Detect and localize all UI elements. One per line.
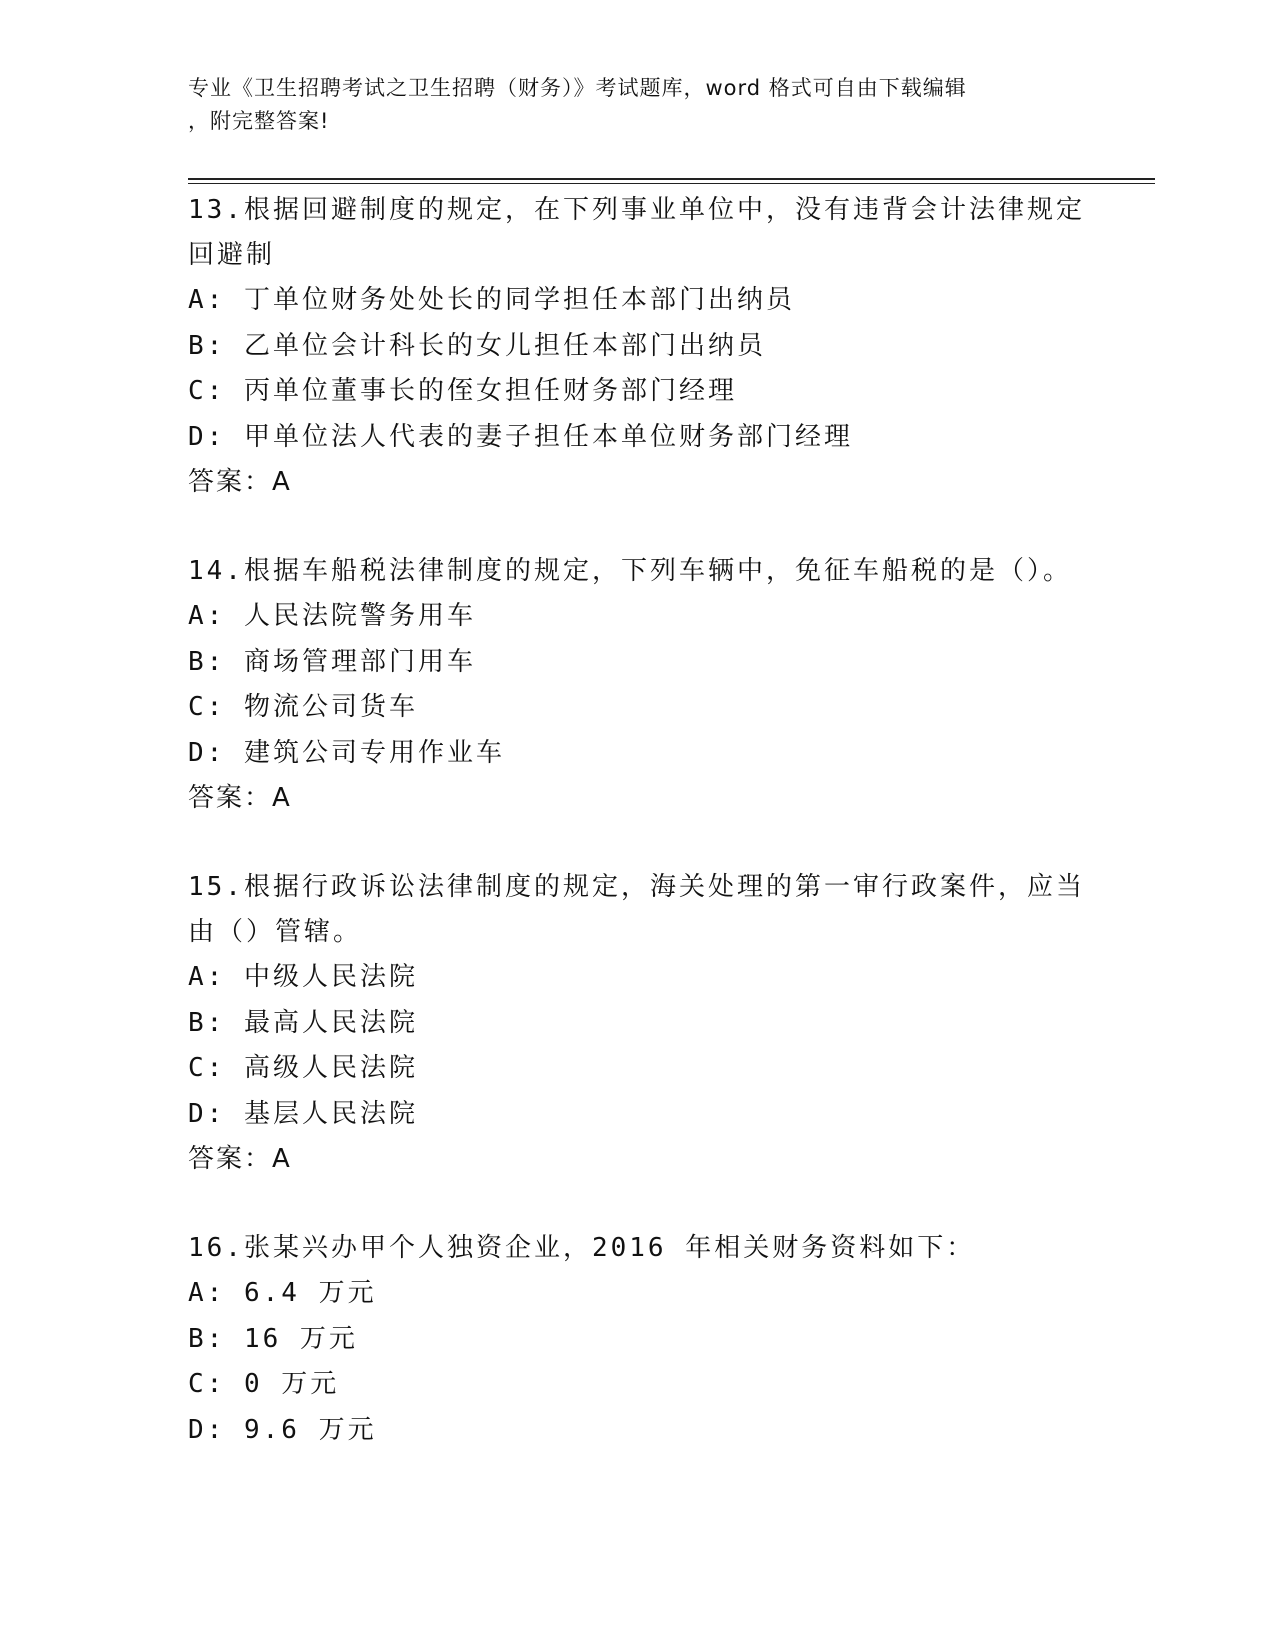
option-b: B: 乙单位会计科长的女儿担任本部门出纳员	[188, 330, 766, 361]
document-header	[188, 72, 1088, 138]
question-stem: 13.根据回避制度的规定，在下列事业单位中，没有违背会计法律规定	[188, 195, 1085, 225]
question-16	[188, 1226, 1088, 1453]
header-divider-thick	[188, 178, 1155, 180]
question-stem: 14.根据车船税法律制度的规定，下列车辆中，免征车船税的是（）。	[188, 556, 1072, 586]
option-d: D: 甲单位法人代表的妻子担任本单位财务部门经理	[188, 421, 853, 452]
option-c: C: 物流公司货车	[188, 692, 418, 722]
option-b: B: 16 万元	[188, 1323, 358, 1354]
option-a: A: 丁单位财务处处长的同学担任本部门出纳员	[188, 285, 795, 315]
question-stem: 16.张某兴办甲个人独资企业，2016 年相关财务资料如下：	[188, 1233, 976, 1263]
question-stem: 由（）管辖。	[188, 917, 363, 947]
option-a: A: 6.4 万元	[188, 1278, 377, 1308]
option-c: C: 0 万元	[188, 1369, 340, 1399]
question-15	[188, 865, 1088, 1182]
option-b: B: 最高人民法院	[188, 1007, 418, 1038]
option-d: D: 基层人民法院	[188, 1098, 418, 1129]
header-line-2: ，附完整答案!	[188, 109, 330, 133]
question-list	[188, 188, 1088, 1453]
option-b: B: 商场管理部门用车	[188, 646, 476, 677]
answer-label: 答案：A	[188, 783, 292, 813]
option-a: A: 人民法院警务用车	[188, 601, 476, 631]
header-line-1: 专业《卫生招聘考试之卫生招聘（财务）》考试题库，word 格式可自由下载编辑	[188, 76, 967, 100]
answer-label: 答案：A	[188, 1144, 292, 1174]
header-divider-thin	[188, 183, 1155, 184]
question-stem: 回避制	[188, 240, 276, 270]
question-stem: 15.根据行政诉讼法律制度的规定，海关处理的第一审行政案件，应当	[188, 872, 1085, 902]
option-a: A: 中级人民法院	[188, 962, 418, 992]
option-c: C: 丙单位董事长的侄女担任财务部门经理	[188, 376, 737, 406]
question-14	[188, 549, 1088, 821]
option-d: D: 建筑公司专用作业车	[188, 737, 505, 768]
question-13	[188, 188, 1088, 505]
option-c: C: 高级人民法院	[188, 1053, 418, 1083]
answer-label: 答案：A	[188, 467, 292, 497]
option-d: D: 9.6 万元	[188, 1414, 377, 1445]
